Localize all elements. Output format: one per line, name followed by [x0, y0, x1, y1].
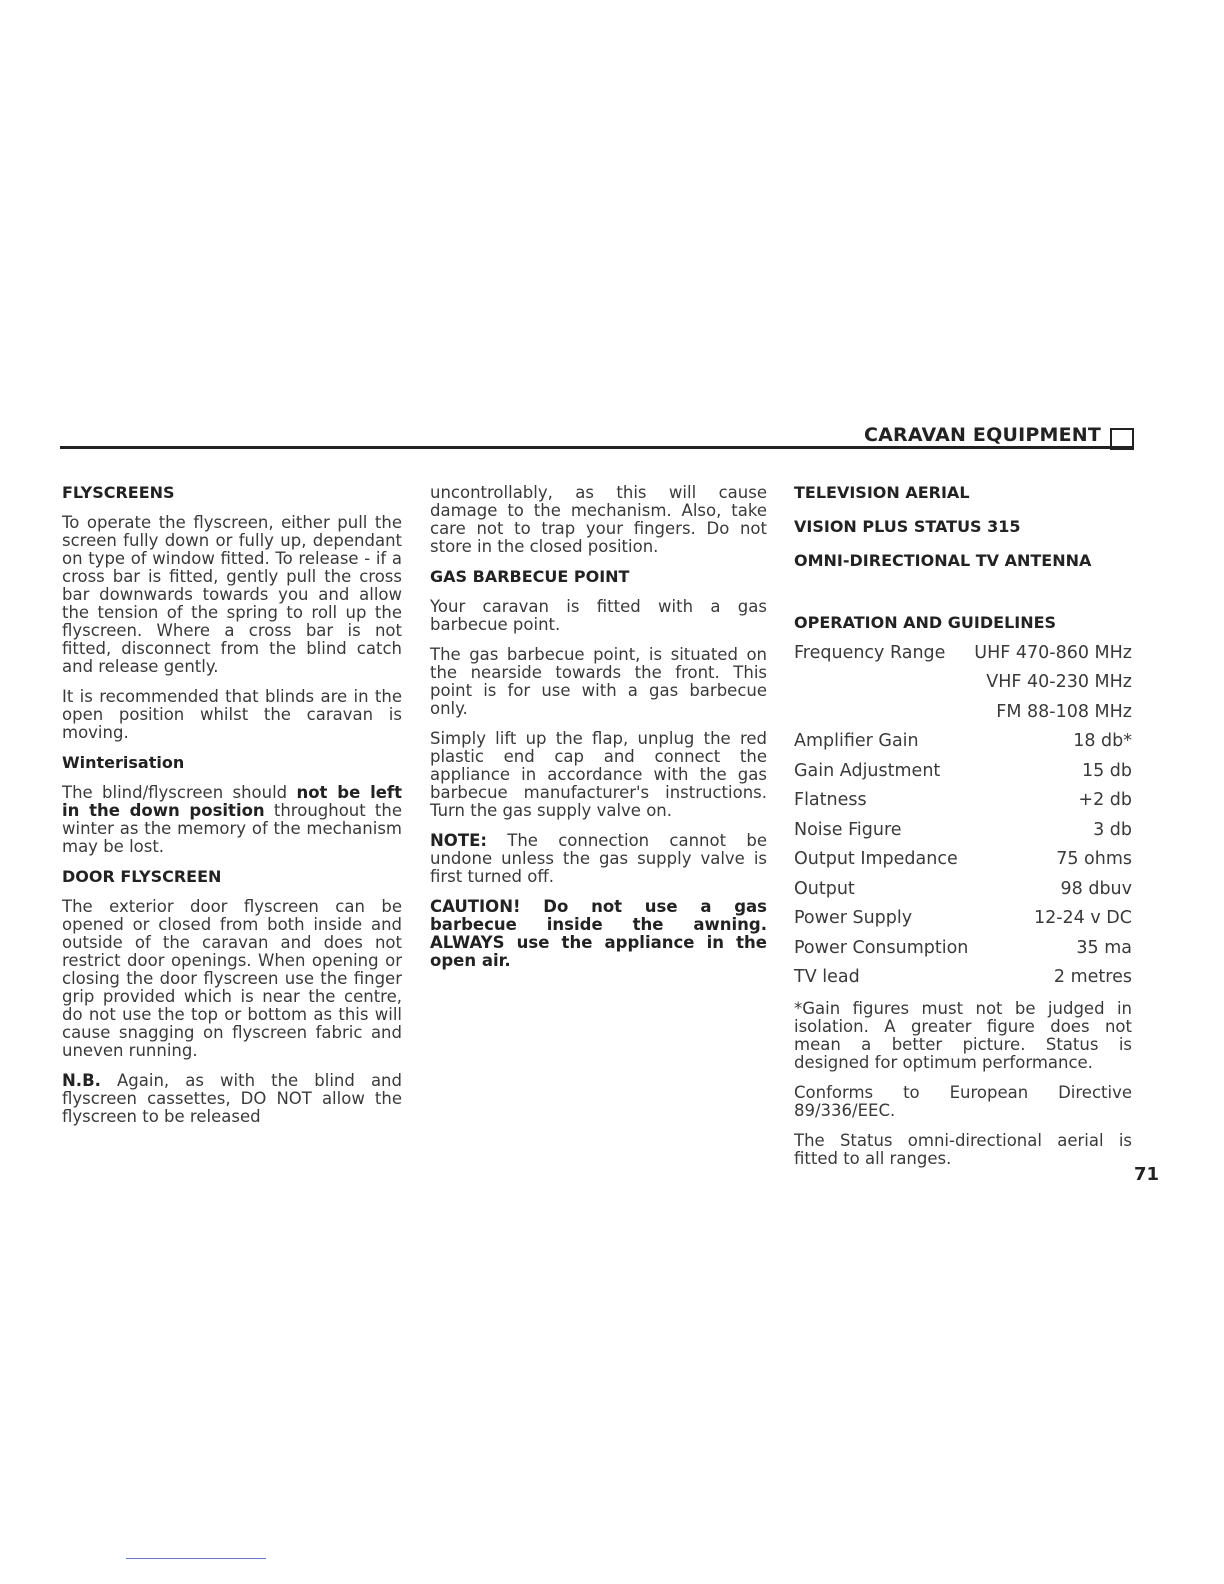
winterisation-heading: Winterisation — [62, 753, 185, 772]
tv-heading-2: VISION PLUS STATUS 315 — [794, 517, 1021, 536]
winterisation-post: throughout the winter as the memory of the mechanism may be lost. — [62, 801, 402, 856]
spec-value: 3 db — [1093, 819, 1132, 840]
spec-row — [794, 933, 1132, 963]
continued-paragraph: uncontrollably, as this will cause damage to the mechanism. Also, take care not to trap your fingers. Do not store in the closed position. — [430, 483, 767, 556]
tv-heading-1: TELEVISION AERIAL — [794, 483, 970, 502]
spec-value: 18 db* — [1073, 731, 1132, 752]
spec-value: 2 metres — [1053, 967, 1132, 988]
spec-label: Frequency Range — [794, 642, 946, 663]
operation-heading: OPERATION AND GUIDELINES — [794, 613, 1057, 632]
spec-label: Output — [794, 878, 855, 899]
flyscreens-paragraph-1: To operate the flyscreen, either pull the screen fully down or fully up, dependant on type of window fitted. To release - if a cross bar is fitted, gently pull the cross bar downwards towards you and allow the tension of the spring to roll up the flyscreen. Where a cross bar is not fitted, disconnect from the blind catch and release gently. — [62, 513, 402, 676]
winterisation-pre: The blind/flyscreen should — [62, 783, 297, 802]
flyscreens-paragraph-2: It is recommended that blinds are in the open position whilst the caravan is moving. — [62, 687, 402, 742]
spec-label: Output Impedance — [794, 849, 958, 870]
spec-row — [794, 874, 1132, 904]
spec-row — [794, 668, 1132, 698]
spec-value: 15 db — [1081, 760, 1132, 781]
spec-value: 12-24 v DC — [1033, 908, 1132, 929]
note-text: The connection cannot be undone unless the gas supply valve is first turned off. — [430, 831, 767, 886]
winterisation-bold: not be left in the down position — [62, 783, 402, 820]
spec-label: Gain Adjustment — [794, 760, 941, 781]
spec-row — [794, 815, 1132, 845]
spec-label: Noise Figure — [794, 819, 902, 840]
spec-row — [794, 845, 1132, 875]
column-tv-aerial — [794, 484, 1132, 1180]
note-label: NOTE: — [430, 831, 487, 850]
spec-value: FM 88-108 MHz — [996, 701, 1132, 722]
spec-value: 35 ma — [1076, 937, 1132, 958]
nb-paragraph — [62, 1072, 402, 1126]
gas-barbecue-heading: GAS BARBECUE POINT — [430, 567, 630, 586]
header-divider — [60, 446, 1132, 449]
fitted-paragraph: The Status omni-directional aerial is fitted to all ranges. — [794, 1131, 1132, 1168]
tv-heading-3: OMNI-DIRECTIONAL TV ANTENNA — [794, 551, 1092, 570]
flyscreens-heading: FLYSCREENS — [62, 483, 175, 502]
door-flyscreen-heading: DOOR FLYSCREEN — [62, 867, 222, 886]
caution-paragraph: CAUTION! Do not use a gas barbecue inside the awning. ALWAYS use the appliance in the open air. — [430, 897, 767, 970]
spec-value: VHF 40-230 MHz — [986, 672, 1132, 693]
column-flyscreens — [62, 484, 402, 1138]
gas-paragraph-3: Simply lift up the flap, unplug the red plastic end cap and connect the appliance in accordance with the gas barbecue manufacturer's instructions. Turn the gas supply valve on. — [430, 729, 767, 820]
winterisation-paragraph — [62, 784, 402, 856]
conforms-paragraph: Conforms to European Directive 89/336/EEC. — [794, 1083, 1132, 1120]
spec-row — [794, 697, 1132, 727]
gas-paragraph-2: The gas barbecue point, is situated on the nearside towards the front. This point is for use with a gas barbecue only. — [430, 645, 767, 718]
door-flyscreen-paragraph: The exterior door flyscreen can be opened or closed from both inside and outside of the caravan and does not restrict door openings. When opening or closing the door flyscreen use the finger grip provided which is near the centre, do not use the top or bottom as this will cause snagging on flyscreen fabric and uneven running. — [62, 897, 402, 1060]
section-title: CARAVAN EQUIPMENT — [864, 424, 1102, 446]
gain-note: *Gain figures must not be judged in isolation. A greater figure does not mean a better picture. Status is designed for optimum performance. — [794, 999, 1132, 1072]
column-gas-barbecue — [430, 484, 767, 982]
spec-value: 75 ohms — [1056, 849, 1132, 870]
spec-row — [794, 904, 1132, 934]
spec-label: Amplifier Gain — [794, 731, 919, 752]
footer-line — [126, 1558, 266, 1559]
spec-row — [794, 727, 1132, 757]
nb-text: Again, as with the blind and flyscreen cassettes, DO NOT allow the flyscreen to be released — [62, 1071, 402, 1126]
spec-row — [794, 638, 1132, 668]
spec-value: UHF 470-860 MHz — [974, 642, 1132, 663]
page-number: 71 — [1134, 1164, 1160, 1185]
nb-label: N.B. — [62, 1071, 101, 1090]
spec-value: +2 db — [1078, 790, 1132, 811]
spec-value: 98 dbuv — [1060, 878, 1132, 899]
spec-row — [794, 786, 1132, 816]
spec-row — [794, 756, 1132, 786]
note-paragraph — [430, 832, 767, 886]
spec-label: TV lead — [794, 967, 860, 988]
spec-label: Power Supply — [794, 908, 913, 929]
spec-label: Power Consumption — [794, 937, 969, 958]
gas-paragraph-1: Your caravan is fitted with a gas barbecue point. — [430, 597, 767, 634]
spec-label: Flatness — [794, 790, 867, 811]
spec-table — [794, 638, 1132, 992]
spec-row — [794, 963, 1132, 993]
